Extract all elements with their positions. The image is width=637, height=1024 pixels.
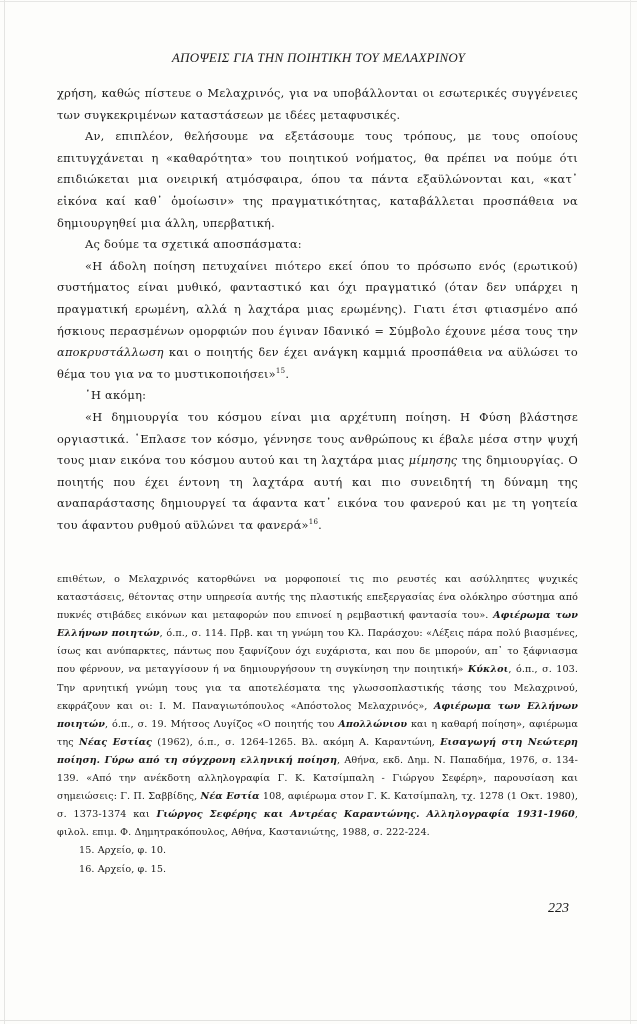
quotation-1: «Η άδολη ποίηση πετυχαίνει πιότερο εκεί όπου το πρόσωπο ενός (ερωτικού) συστήματος είναι μυθικό, φανταστικό και όχι πραγματικό (όταν δεν υπάρχει η πραγματική ερωμένη, αλλά η λαχτάρα μιας ερωμένης). Γιατι έτσι φτιασμένο από ήσκιους περασμένων ομορφιών που έγιναν Ιδανικό = Σύμβολο έχουνε μέσα τους την αποκρυστάλλωση και ο ποιητής δεν έχει ανάγκη καμμιά προσπάθεια να αϋλώσει το θέμα του για να το μυστικοποιήσει»$^{15}$.: [57, 258, 578, 381]
footnotes: [57, 571, 578, 879]
quote-text: «Η άδολη ποίηση πετυχαίνει πιότερο εκεί όπου το πρόσωπο ενός (ερωτικού) συστήματος είναι μυθικό, φανταστικό και όχι πραγματικό (όταν δεν υπάρχει η πραγματική ερωμένη, αλλά η λαχτάρα μιας ερωμένης). Γιατι έτσι φτιασμένο από ήσκιους περασμένων ομορφιών που έγιναν Ιδανικό = Σύμβολο έχουνε μέσα τους την: [57, 258, 578, 338]
footnote-16: 16. Αρχείο, φ. 15.: [79, 863, 167, 875]
quote-emphasis: μίμησης: [408, 453, 458, 468]
running-head: ΑΠΟΨΕΙΣ ΓΙΑ ΤΗΝ ΠΟΙΗΤΙΚΗ ΤΟΥ ΜΕΛΑΧΡΙΝΟΥ: [171, 50, 466, 65]
page-number: 223: [548, 901, 569, 916]
footnote-continuation: [57, 571, 578, 842]
quote-text: της δημιουργίας. Ο ποιητής που έχει έντονη τη λαχτάρα αυτή και πιο συνειδητή τη δύναμη της αναπαράστασης δημιουργεί τα άφαντα κατ᾿ εικόνα του φανερού και με τη γοητεία του άφαντου ρυθμού αϋλώνει τα φανερά»: [57, 453, 578, 532]
quote-text: «Η δημιουργία του κόσμου είναι μια αρχέτυπη ποίηση. Η Φύση βλάστησε οργιαστικά. ῾Επλασε τον κόσμο, γέννησε τους ανθρώπους κι έβαλε μέσα στην ψυχή τους μιαν εικόνα του κόσμου αυτού και τη λαχτάρα μιας: [57, 409, 578, 468]
quote-text: και ο ποιητής δεν έχει ανάγκη καμμιά προσπάθεια να αϋλώσει το θέμα του για να το μυστικοποιήσει»: [57, 345, 578, 381]
footnote-text: 108, αφιέρωμα στον Γ. Κ. Κατσίμπαλη, τχ. 1278 (1 Οκτ. 1980), σ. 1373-1374 και: [57, 791, 578, 821]
citation-title: Γιώργος Σεφέρης και Αντρέας Καραντώνης. Αλληλογραφία 1931-1960: [156, 809, 575, 821]
paragraph: Ας δούμε τα σχετικά αποσπάσματα:: [85, 237, 302, 252]
citation-title: Νέας Εστίας: [78, 736, 153, 748]
footnote-text: , ό.π., σ. 114. Πρβ. και τη γνώμη του Κλ. Παράσχου: «Λέξεις πάρα πολύ βιασμένες, ίσως και ανύπαρκτες, πάντως που ξαφνίζουν όχι ευχάριστα, και που δε μπορούν, απ᾿ το ξάφνιασμα που φέρνουν, να μεταγγίσουν ή να δημιουργήσουν τη συγκίνηση την ποιητική»: [57, 628, 578, 676]
paragraph: χρήση, καθώς πίστευε ο Μελαχρινός, για να υποβάλλονται οι εσωτερικές συγγένειες των συγκεκριμένων καταστάσεων με ιδέες μεταφυσικές.: [57, 86, 578, 122]
footnote-text: , ό.π., σ. 103. Την αρνητική γνώμη τους για τα αποτελέσματα της γλωσσοπλαστικής τάσης του Μελαχρινού, εκφράζουν και οι: Ι. Μ. Παναγιωτόπουλος «Απόστολος Μελαχρινός»,: [57, 664, 579, 712]
page-edge-left: [4, 0, 5, 1024]
paragraph: ῾Η ακόμη:: [85, 388, 147, 403]
quotation-2: «Η δημιουργία του κόσμου είναι μια αρχέτυπη ποίηση. Η Φύση βλάστησε οργιαστικά. ῾Επλασε τον κόσμο, γέννησε τους ανθρώπους κι έβαλε μέσα στην ψυχή τους μιαν εικόνα του κόσμου αυτού και τη λαχτάρα μιας μίμησης της δημιουργίας. Ο ποιητής που έχει έντονη τη λαχτάρα αυτή και πιο συνειδητή τη δύναμη της αναπαράστασης δημιουργεί τα άφαντα κατ᾿ εικόνα του φανερού και με τη γοητεία του άφαντου ρυθμού αϋλώνει τα φανερά»$^{16}$.: [57, 409, 578, 532]
paragraph: Αν, επιπλέον, θελήσουμε να εξετάσουμε τους τρόπους, με τους οποίους επιτυγχάνεται η «καθαρότητα» του ποιητικού νοήματος, θα πρέπει να πούμε ότι επιδιώκεται μια ονειρική ατμόσφαιρα, όπου τα πάντα εξαϋλώνονται και, «κατ᾿ εἰκόνα καί καθ᾿ ὁμοίωσιν» της πραγματικότητας, καταβάλλεται προσπάθεια να δημιουργηθεί μια άλλη, υπερβατική.: [57, 129, 578, 230]
footnote-ref-16[interactable]: 16: [308, 517, 319, 526]
footnote-text: επιθέτων, ο Μελαχρινός κατορθώνει να μορφοποιεί τις πιο ρευστές και ασύλληπτες ψυχικές καταστάσεις, θέτοντας στην υπηρεσία αυτής της πλαστικής επεξεργασίας ένα ολόκληρο σύστημα από πυκνές στιβάδες εικόνων και μεταφορών που επινοεί η ρεμβαστική φαντασία του».: [57, 574, 578, 622]
page-edge-bottom: [0, 1020, 637, 1021]
quote-emphasis: αποκρυστάλλωση: [57, 345, 164, 360]
citation-title: Αφιέρωμα των Ελλήνων ποιητών: [57, 610, 578, 640]
footnote-text: (1962), ό.π., σ. 1264-1265. Βλ. ακόμη Α. Καραντώνη,: [152, 736, 441, 748]
footnote-text: , φιλολ. επιμ. Φ. Δημητρακόπουλος, Αθήνα, Καστανιώτης, 1988, σ. 222-224.: [57, 809, 578, 839]
page-edge-right: [630, 0, 631, 1024]
footnote-text: , ό.π., σ. 19. Μήτσος Λυγίζος «Ο ποιητής του: [105, 718, 339, 730]
citation-title: Νέα Εστία: [200, 791, 260, 803]
footnote-text: , Αθήνα, εκδ. Δημ. Ν. Παπαδήμα, 1976, σ. 134-139. «Από την ανέκδοτη αλληλογραφία Γ. Κ. Κατσίμπαλη - Γιώργου Σεφέρη», παρουσίαση και σημειώσεις: Γ. Π. Σαββίδης,: [57, 754, 578, 803]
footnote-text: και η καθαρή ποίηση», αφιέρωμα της: [57, 718, 578, 748]
citation-title: Αφιέρωμα των Ελλήνων ποιητών: [57, 700, 578, 730]
body-text: [57, 83, 578, 536]
citation-title: Κύκλοι: [467, 664, 509, 676]
page-edge-top: [0, 1, 637, 2]
footnote-ref-15[interactable]: 15: [275, 366, 286, 375]
footnote-15: 15. Αρχείο, φ. 10.: [79, 845, 167, 857]
citation-title: Εισαγωγή στη Νεώτερη ποίηση. Γύρω από τη σύγχρονη ελληνική ποίηση: [57, 736, 578, 766]
citation-title: Απολλώνιου: [338, 718, 408, 730]
